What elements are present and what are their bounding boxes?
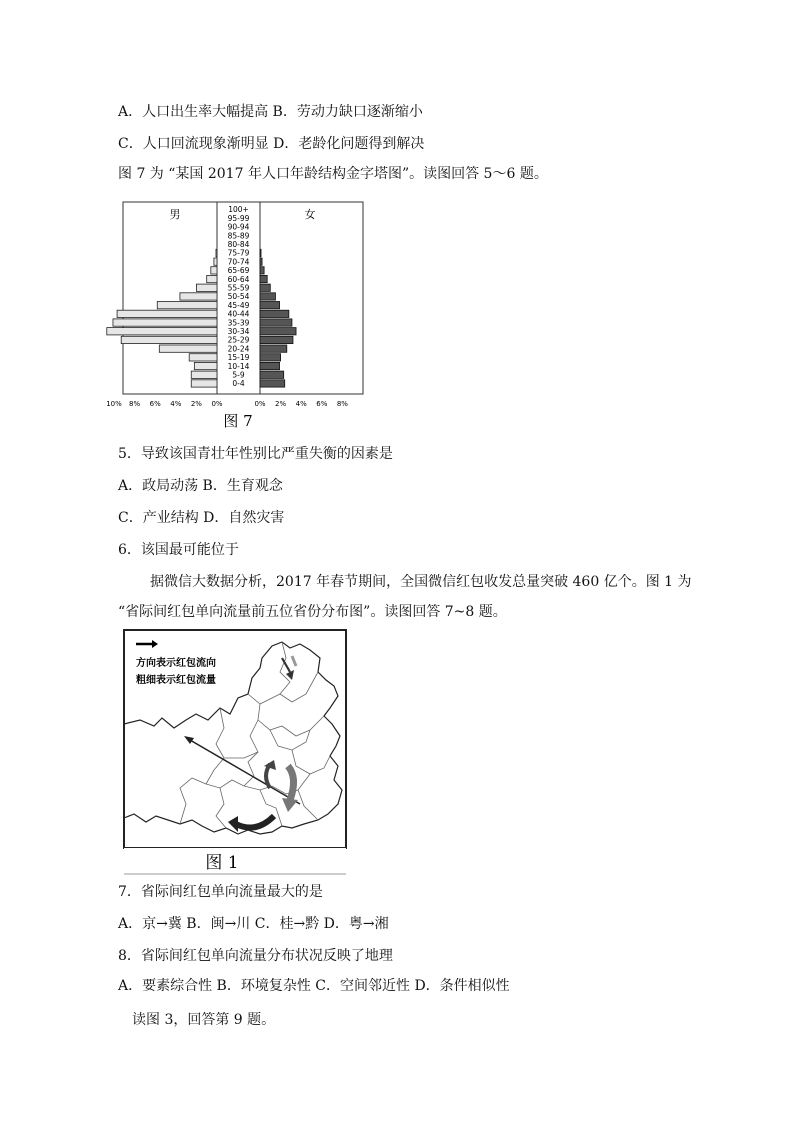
female-bar	[260, 380, 285, 387]
female-bar	[260, 275, 267, 282]
age-label: 20-24	[227, 344, 250, 354]
male-bar	[191, 380, 217, 387]
x-tick-label-left: 6%	[149, 400, 161, 408]
q8-options: A．要素综合性 B．环境复杂性 C．空间邻近性 D．条件相似性	[118, 978, 510, 994]
age-label: 45-49	[227, 300, 250, 310]
female-bar	[260, 354, 281, 361]
male-bar	[207, 275, 217, 282]
q7-options: A．京→冀 B．闽→川 C．桂→黔 D．粤→湘	[118, 916, 389, 932]
age-label: 40-44	[227, 309, 250, 319]
male-label: 男	[169, 208, 181, 221]
male-bar	[211, 267, 217, 274]
passage-line2: “省际间红包单向流量前五位省份分布图”。读图回答 7~8 题。	[118, 604, 507, 620]
legend-direction-text: 方向表示红包流向	[136, 658, 216, 669]
age-label: 60-64	[227, 274, 250, 284]
q4-options-ab: A．人口出生率大幅提高 B．劳动力缺口逐渐缩小	[118, 104, 423, 120]
age-label: 10-14	[227, 361, 250, 371]
female-bar	[260, 371, 284, 378]
female-bar	[260, 328, 296, 335]
legend-thickness-text: 粗细表示红包流量	[136, 675, 216, 686]
q6-stem: 6．该国最可能位于	[118, 542, 239, 558]
q7-stem: 7．省际间红包单向流量最大的是	[118, 884, 323, 900]
fig7-caption: 图 7	[223, 412, 253, 430]
male-bar	[157, 302, 217, 309]
q5-options-cd: C．产业结构 D．自然灾害	[118, 510, 285, 526]
female-bar	[260, 336, 293, 343]
female-bar	[260, 302, 280, 309]
x-tick-label-left: 0%	[211, 400, 223, 408]
female-bar	[260, 258, 262, 265]
age-label: 65-69	[227, 266, 250, 276]
male-bar	[214, 258, 217, 265]
female-bar	[260, 284, 270, 291]
age-label: 80-84	[227, 240, 250, 249]
q5-options-ab: A．政局动荡 B．生育观念	[118, 478, 283, 494]
female-bar	[260, 310, 289, 317]
male-bar	[180, 293, 217, 300]
female-bar	[260, 293, 275, 300]
female-bar	[260, 319, 292, 326]
male-bar	[194, 362, 217, 369]
fig7-intro: 图 7 为 “某国 2017 年人口年龄结构金字塔图”。读图回答 5～6 题。	[118, 166, 548, 182]
red-envelope-flow-map	[120, 628, 350, 878]
female-bar	[260, 345, 287, 352]
male-bar	[107, 328, 217, 335]
x-tick-label-left: 10%	[106, 400, 122, 408]
age-label: 90-94	[227, 222, 250, 232]
age-label: 55-59	[227, 283, 250, 293]
age-label: 70-74	[227, 257, 250, 267]
male-bar	[113, 319, 217, 326]
male-bar	[189, 354, 217, 361]
age-label: 95-99	[227, 213, 250, 223]
x-tick-label-left: 4%	[170, 400, 182, 408]
q5-stem: 5．导致该国青壮年性别比严重失衡的因素是	[118, 446, 393, 462]
age-label: 0-4	[232, 379, 245, 389]
fig3-intro: 读图 3，回答第 9 题。	[132, 1012, 276, 1028]
q4-options-cd: C．人口回流现象渐明显 D．老龄化问题得到解决	[118, 136, 425, 152]
age-label: 35-39	[227, 318, 250, 328]
age-label: 30-34	[227, 327, 250, 336]
age-label: 85-89	[227, 231, 250, 241]
age-label: 100+	[228, 205, 249, 215]
x-tick-label-right: 6%	[316, 400, 328, 408]
fig1-caption: 图 1	[205, 853, 239, 873]
age-label: 50-54	[227, 292, 250, 302]
x-tick-label-right: 8%	[336, 400, 348, 408]
q8-stem: 8．省际间红包单向流量分布状况反映了地理	[118, 948, 393, 964]
age-label: 5-9	[232, 370, 245, 380]
male-bar	[216, 249, 217, 256]
age-label: 15-19	[227, 353, 250, 363]
x-tick-label-right: 0%	[254, 400, 266, 408]
x-tick-label-right: 2%	[275, 400, 287, 408]
male-bar	[117, 310, 217, 317]
population-pyramid-chart	[106, 200, 366, 430]
age-label: 25-29	[227, 335, 250, 345]
female-bar	[260, 249, 261, 256]
x-tick-label-right: 4%	[295, 400, 307, 408]
female-bar	[260, 267, 264, 274]
age-label: 75-79	[227, 248, 250, 258]
x-tick-label-left: 8%	[129, 400, 141, 408]
male-bar	[196, 284, 217, 291]
female-label: 女	[304, 208, 316, 221]
female-bar	[260, 362, 280, 369]
male-bar	[121, 336, 217, 343]
passage-line1: 据微信大数据分析，2017 年春节期间，全国微信红包收发总量突破 460 亿个。图 1 为	[150, 574, 692, 590]
x-tick-label-left: 2%	[190, 400, 202, 408]
male-bar	[159, 345, 217, 352]
male-bar	[191, 371, 217, 378]
